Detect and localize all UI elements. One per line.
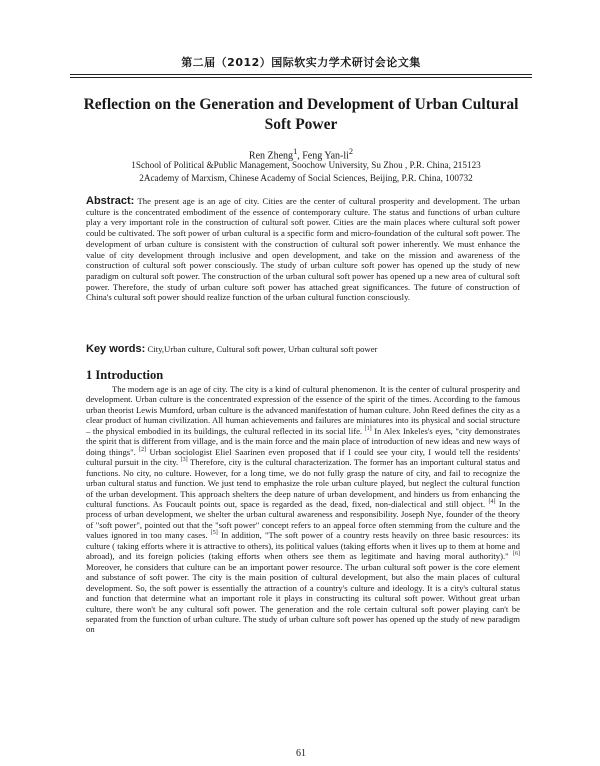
affiliation-1: 1School of Political &Public Management, Soochow University, Su Zhou , P.R. China, 215123 [131, 160, 481, 170]
citation: [5] [210, 530, 218, 537]
author-separator: , [297, 150, 303, 162]
body-text: Urban sociologist Eliel Saarinen even proposed that if I could see your city, I would tell the residents' cultural pursuit in the city. [86, 446, 520, 468]
author-1-affil-mark: 1 [293, 147, 298, 156]
keywords [86, 343, 520, 355]
abstract [86, 196, 520, 303]
citation: [1] [364, 425, 372, 432]
author-2: Feng Yan-li [302, 150, 349, 162]
citation: [4] [488, 499, 496, 506]
affiliation-2: 2Academy of Marxism, Chinese Academy of Social Sciences, Beijing, P.R. China, 100732 [139, 173, 473, 183]
author-2-affil-mark: 2 [348, 147, 354, 156]
citation: [3] [180, 457, 188, 464]
citation: [2] [139, 446, 147, 453]
keywords-text: City,Urban culture, Cultural soft power, Urban cultural soft power [145, 344, 378, 354]
body-text: The modern age is an age of city. The city is a kind of cultural phenomenon. It is the center of cultural prosperity and development. Urban culture is the concentrated expression of the essence of the spirit of the times. According to the famous urban theorist Lewis Mumford, urban culture is the advanced manifestation of human culture. John Reed defines the city as a clear product of human civilization. All human achievements and failures are miniatures into its physical and social structure – the physical embodied in its buildings, the cultural reflected in its social life. [86, 384, 520, 436]
body-text: Therefore, city is the cultural characterization. The former has an important cultural status and functions. No city, no culture. However, for a long time, we do not fully grasp the nature of city, and fail to recognize the urban cultural status and function. We just tend to emphasize the role urban culture played, but neglect the cultural function of the urban development. This approach shelters the deep nature of urban development, and hinders us from enhancing the cultural functions. As Foucault points out, space is regarded as the dead, fixed, non-dialectical and still object. [86, 457, 520, 509]
abstract-text: The present age is an age of city. Cities are the center of cultural prosperity and development. The urban culture is the concentrated embodiment of the essence of contemporary culture. The status and functions of urban culture play a very important role in the construction of cultural soft power. Cities are the main places where cultural soft power could be cultivated. The soft power of urban cultural is a specific form and micro-foundation of the cultural soft power. The development of urban culture is consistent with the construction of cultural soft power inherently. We must enhance the value of city development through inclusive and open development, and take on the mission and awareness of the construction of cultural soft power consciously. The study of urban culture soft power has opened up the study of new paradigm on cultural soft power. The construction of the urban cultural soft power has opened up a new area of cultural soft power. Therefore, the study of urban culture soft power has attached great significances. The future of construction of China's cultural soft power should realize function of the urban cultural function consciously. [86, 196, 520, 303]
title-line-2: Soft Power [264, 116, 338, 133]
body-text: In addition, "The soft power of a country rests heavily on three basic resources: its culture ( taking efforts where it is attractive to others), its political values (taking efforts when it lives up to them at home and abroad), and its foreign policies (taking efforts when others see them as legitimate and having moral authority)." [86, 530, 520, 562]
section-heading: 1 Introduction [86, 368, 164, 382]
page-number: 61 [296, 748, 306, 759]
author-1: Ren Zheng [248, 150, 294, 162]
body-text: In the process of urban development, we shelter the urban cultural awareness and responsibility. Joseph Nye, founder of the theory of "soft power", pointed out that the "soft power" concept refers to an appeal force often stemming from the culture and the values ignored in too many cases. [86, 498, 520, 541]
abstract-label: Abstract: [86, 195, 135, 207]
body-text: In Alex Inkeles's eyes, "city demonstrates the spirit that is different from village, and is the main force and the main place of introduction of new ideas and new ways of doing things". [86, 425, 520, 457]
body-text: Moreover, he considers that culture can be an important power resource. The urban cultural soft power is the core element and substance of soft power. The city is the main position of cultural development, but also the main places of cultural development. So, the soft power is essentially the attraction of a country's culture and ideology. It is a city's cultural status and function that determine what an important role it plays in constructing its cultural soft power. Without great urban culture, there won't be any cultural soft power. The generation and the role certain cultural soft power playing can't be separated from the function of urban culture. The study of urban culture soft power has opened up the study of new paradigm on [86, 561, 520, 635]
citation: [6] [513, 551, 520, 558]
paper-title [70, 95, 532, 135]
keywords-label: Key words: [86, 343, 146, 355]
running-head: 第二届（2012）国际软实力学术研讨会论文集 [181, 56, 421, 69]
title-line-1: Reflection on the Generation and Development of Urban Cultural [83, 96, 519, 113]
body-paragraph [86, 384, 520, 635]
header-rule [70, 74, 532, 78]
